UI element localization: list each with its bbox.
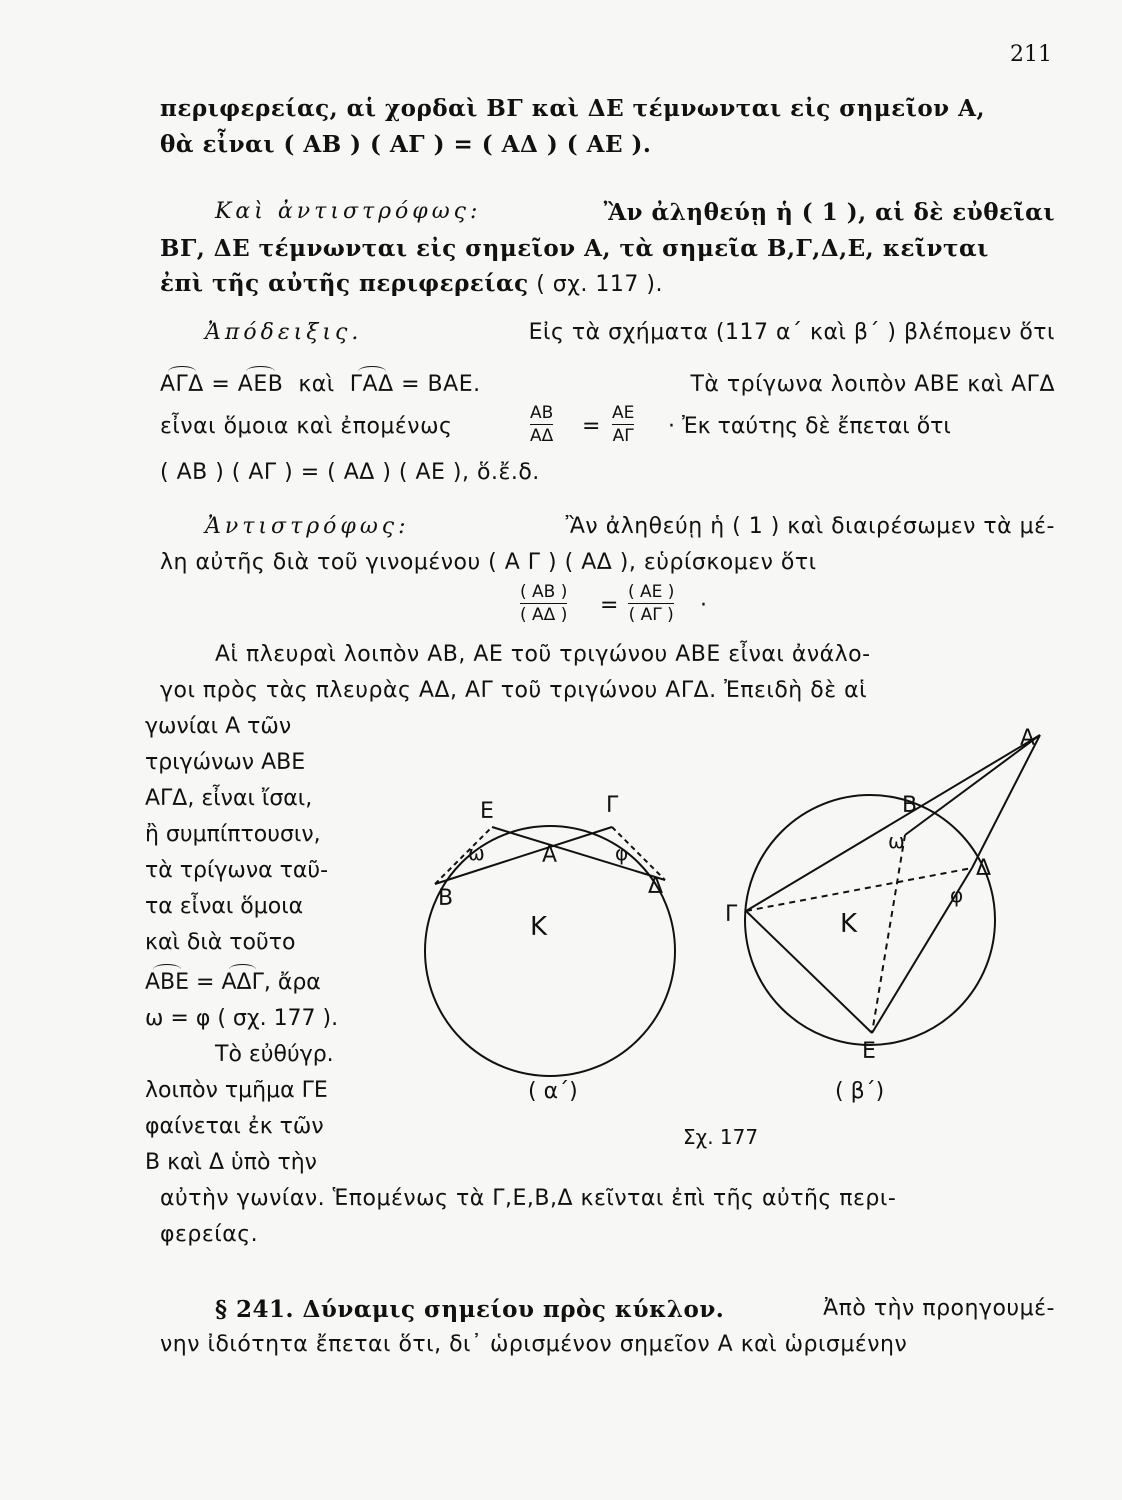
label-omega: ω bbox=[888, 829, 905, 853]
text-span: = bbox=[211, 372, 231, 397]
label-A: Α bbox=[542, 843, 558, 868]
fraction-ab-ad: ΑΒ ΑΔ bbox=[530, 403, 554, 446]
text-line bbox=[205, 514, 1055, 539]
text-span: ἐπὶ τῆς αὐτῆς περιφερείας bbox=[160, 270, 529, 297]
label-G: Γ bbox=[725, 902, 738, 927]
angle-aeb: ΑΕΒ bbox=[237, 372, 284, 397]
text-span: · bbox=[700, 593, 707, 618]
angle-adg: ΑΔΓ bbox=[221, 970, 264, 995]
text-line bbox=[205, 320, 1055, 345]
text-line bbox=[215, 1296, 1055, 1323]
text-span: Τὰ τρίγωνα λοιπὸν ΑΒΕ καὶ ΑΓΔ bbox=[690, 372, 1055, 397]
text-line: ΒΓ, ΔΕ τέμνωνται εἰς σημεῖον Α, τὰ σημεῖα Β,Γ,Δ,Ε, κεῖνται bbox=[160, 235, 989, 262]
label-G: Γ bbox=[606, 793, 619, 818]
text-line: φαίνεται ἐκ τῶν bbox=[145, 1114, 324, 1139]
label-D: Δ bbox=[976, 856, 992, 881]
text-line: Τὸ εὐθύγρ. bbox=[215, 1042, 334, 1067]
text-line: Αἱ πλευραὶ λοιπὸν ΑΒ, ΑΕ τοῦ τριγώνου ΑΒΕ εἶναι ἀνάλο- bbox=[215, 642, 871, 667]
label-E: Ε bbox=[480, 799, 494, 824]
angle-agd: ΑΓΔ bbox=[160, 372, 204, 397]
text-line: φερείας. bbox=[160, 1222, 259, 1247]
text-line: · Ἐκ ταύτης δὲ ἔπεται ὅτι bbox=[668, 414, 951, 439]
proof-label: Ἀπόδειξις. bbox=[205, 320, 363, 345]
equals-sign: = bbox=[582, 414, 601, 439]
text-line: ω = φ ( σχ. 177 ). bbox=[145, 1006, 339, 1031]
text-line: ἢ συμπίπτουσιν, bbox=[145, 822, 321, 847]
label-E: Ε bbox=[862, 1039, 876, 1064]
text-line: ΑΓΔ, εἶναι ἴσαι, bbox=[145, 786, 313, 811]
label-phi: φ bbox=[615, 841, 629, 865]
equals-sign: = bbox=[600, 593, 619, 618]
text-line: λη αὐτῆς διὰ τοῦ γινομένου ( Α Γ ) ( ΑΔ ), εὑρίσκομεν ὅτι bbox=[160, 550, 817, 575]
label-phi: φ bbox=[950, 883, 964, 907]
text-span: = ΒΑΕ. bbox=[401, 372, 481, 397]
angle-gad: ΓΑΔ bbox=[349, 372, 394, 397]
text-line: καὶ διὰ τοῦτο bbox=[145, 930, 296, 955]
label-omega: ω bbox=[468, 841, 485, 865]
text-line: Β καὶ Δ ὑπὸ τὴν bbox=[145, 1150, 317, 1175]
text-span: Εἰς τὰ σχήματα (117 α΄ καὶ β΄ ) βλέπομεν ὅτι bbox=[528, 320, 1055, 345]
text-span: Ἀπὸ τὴν προηγουμέ- bbox=[823, 1296, 1055, 1321]
section-title: § 241. Δύναμις σημείου πρὸς κύκλον. bbox=[215, 1296, 725, 1323]
text-line: λοιπὸν τμῆμα ΓΕ bbox=[145, 1078, 328, 1103]
text-line: νην ἰδιότητα ἔπεται ὅτι, δι᾽ ὡρισμένον σημεῖον Α καὶ ὡρισμένην bbox=[160, 1332, 908, 1357]
text-line: περιφερείας, αἱ χορδαὶ ΒΓ καὶ ΔΕ τέμνωνται εἰς σημεῖον Α, bbox=[160, 95, 985, 122]
text-line: τριγώνων ΑΒΕ bbox=[145, 750, 306, 775]
text-span: Ἂν ἀληθεύῃ ἡ ( 1 ) καὶ διαιρέσωμεν τὰ μέ- bbox=[565, 514, 1055, 539]
figure-177 bbox=[420, 715, 1060, 1165]
label-A: Α bbox=[1020, 726, 1036, 751]
text-line: θὰ εἶναι ( ΑΒ ) ( ΑΓ ) = ( ΑΔ ) ( ΑΕ ). bbox=[160, 131, 652, 158]
text-span: καὶ bbox=[298, 372, 335, 397]
text-line: αὐτὴν γωνίαν. Ἑπομένως τὰ Γ,Ε,Β,Δ κεῖνται ἐπὶ τῆς αὐτῆς περι- bbox=[160, 1186, 897, 1211]
text-line: γωνίαι Α τῶν bbox=[145, 714, 292, 739]
label-B: Β bbox=[438, 886, 454, 911]
text-line: τα εἶναι ὅμοια bbox=[145, 894, 304, 919]
text-line: γοι πρὸς τὰς πλευρὰς ΑΔ, ΑΓ τοῦ τριγώνου ΑΓΔ. Ἐπειδὴ δὲ αἱ bbox=[160, 678, 868, 703]
converse-label: Ἀντιστρόφως: bbox=[205, 514, 410, 539]
label-K: Κ bbox=[840, 909, 858, 939]
fraction-ae-ag-paren: ( ΑΕ ) ( ΑΓ ) bbox=[628, 582, 675, 625]
fraction-ab-ad-paren: ( ΑΒ ) ( ΑΔ ) bbox=[520, 582, 568, 625]
circle-b bbox=[745, 795, 995, 1045]
text-line bbox=[160, 372, 1055, 397]
text-span: εἶναι ὅμοια καὶ ἐπομένως bbox=[160, 414, 453, 439]
page-number: 211 bbox=[1010, 42, 1052, 67]
text-line bbox=[160, 270, 1060, 297]
text-line bbox=[215, 199, 1055, 226]
text-line: ΑΒΕ = ΑΔΓ, ἄρα bbox=[145, 970, 321, 995]
label-D: Δ bbox=[648, 874, 664, 899]
text-span: ( σχ. 117 ). bbox=[536, 272, 663, 297]
fig-a-label: ( α΄) bbox=[528, 1079, 578, 1104]
label-B: Β bbox=[902, 793, 918, 818]
converse-label: Καὶ ἀντιστρόφως: bbox=[215, 199, 482, 224]
angle-abe: ΑΒΕ bbox=[145, 970, 190, 995]
label-K: Κ bbox=[530, 912, 548, 942]
text-line: τὰ τρίγωνα ταῦ- bbox=[145, 858, 329, 883]
dashed-be bbox=[872, 835, 905, 1033]
dashed-gd bbox=[746, 868, 972, 911]
text-span: Ἂν ἀληθεύῃ ἡ ( 1 ), αἱ δὲ εὐθεῖαι bbox=[603, 199, 1055, 226]
fig-b-label: ( β΄) bbox=[835, 1079, 885, 1104]
text-line: ( ΑΒ ) ( ΑΓ ) = ( ΑΔ ) ( ΑΕ ), ὅ.ἔ.δ. bbox=[160, 460, 540, 485]
figure-caption: Σχ. 177 bbox=[683, 1125, 759, 1149]
fraction-ae-ag: ΑΕ ΑΓ bbox=[612, 403, 635, 446]
